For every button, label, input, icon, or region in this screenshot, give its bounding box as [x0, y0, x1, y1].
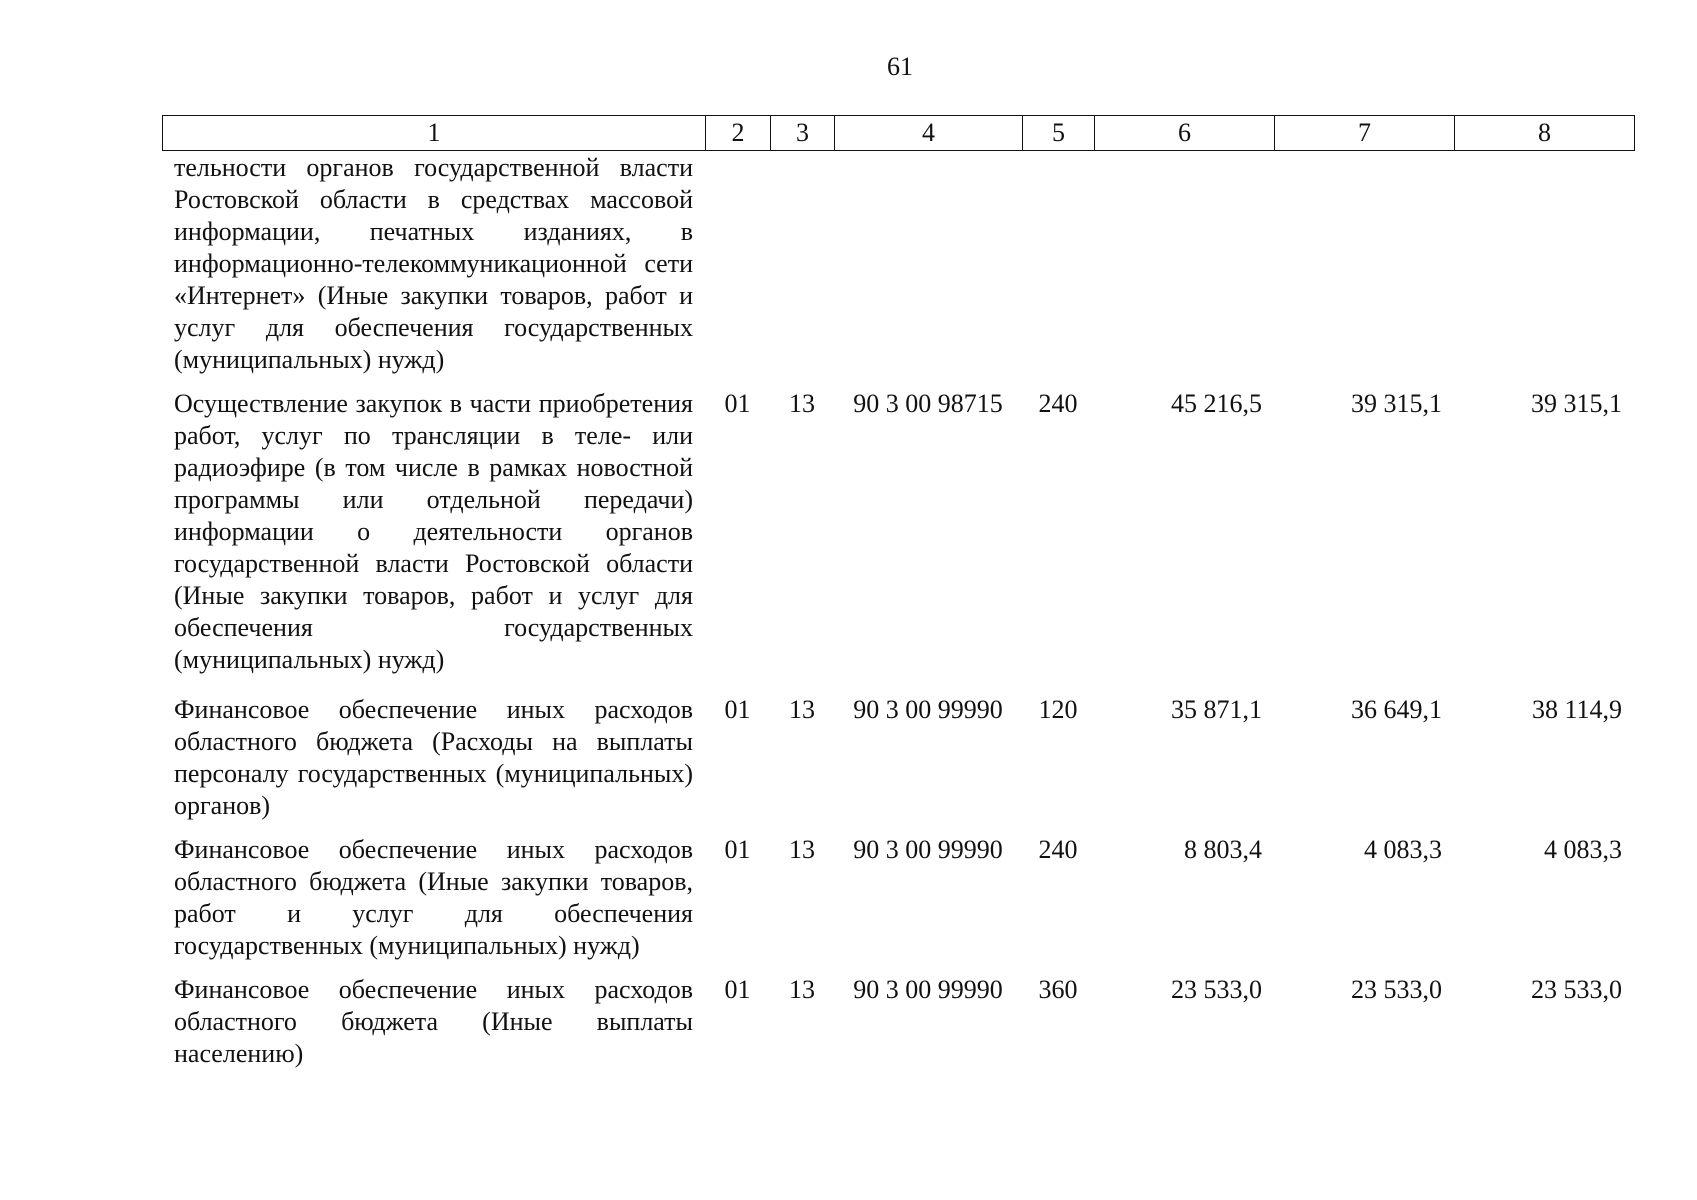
row-amount-col6: 45 216,5	[1171, 389, 1262, 418]
row-subsection: 13	[789, 835, 815, 864]
column-header-7: 7	[1275, 116, 1455, 151]
row-section: 01	[724, 835, 751, 864]
row-description: Финансовое обеспечение иных расходов областного бюджета (Расходы на выплаты персоналу государственных (муниципальных) органов)	[174, 695, 693, 820]
row-section: 01	[724, 695, 751, 724]
row-expense-type: 240	[1038, 389, 1078, 418]
row-description: тельности органов государственной власти Ростовской области в средствах массовой информации, печатных изданиях, в информационно-телекоммуникационной сети «Интернет» (Иные закупки товаров, работ и услуг для обеспечения государственных (муниципальных) нужд)	[174, 153, 693, 374]
row-amount-col8	[1454, 152, 1634, 388]
row-amount-col6: 8 803,4	[1184, 835, 1262, 864]
row-amount-col6	[1094, 152, 1274, 388]
table-row	[162, 152, 1634, 388]
column-header-1: 1	[163, 116, 706, 151]
row-section	[705, 152, 770, 388]
table-row	[162, 388, 1634, 694]
column-header-row	[163, 116, 1635, 151]
row-expense-type: 240	[1038, 835, 1078, 864]
row-section: 01	[724, 975, 751, 1004]
column-header-6: 6	[1095, 116, 1275, 151]
row-amount-col8: 23 533,0	[1531, 975, 1622, 1004]
row-target-article: 90 3 00 99990	[853, 975, 1003, 1004]
row-amount-col7: 36 649,1	[1351, 695, 1442, 724]
row-amount-col8: 39 315,1	[1531, 389, 1622, 418]
row-amount-col7: 39 315,1	[1351, 389, 1442, 418]
row-description: Осуществление закупок в части приобретения работ, услуг по трансляции в теле- или радиоэфире (в том числе в рамках новостной программы или отдельной передачи) информации о деятельности органов государственной власти Ростовской области (Иные закупки товаров, работ и услуг для обеспечения государственных (муниципальных) нужд)	[174, 389, 693, 674]
row-target-article: 90 3 00 99990	[853, 695, 1003, 724]
row-expense-type: 360	[1038, 975, 1078, 1004]
column-header-4: 4	[835, 116, 1023, 151]
row-target-article	[834, 152, 1022, 388]
row-target-article: 90 3 00 99990	[853, 835, 1003, 864]
row-amount-col6: 35 871,1	[1171, 695, 1262, 724]
row-amount-col7: 4 083,3	[1364, 835, 1442, 864]
row-subsection: 13	[789, 975, 815, 1004]
row-amount-col7	[1274, 152, 1454, 388]
table-row	[162, 834, 1634, 974]
row-subsection	[770, 152, 834, 388]
column-header-3: 3	[771, 116, 835, 151]
row-subsection: 13	[789, 389, 815, 418]
row-target-article: 90 3 00 98715	[853, 389, 1003, 418]
row-description: Финансовое обеспечение иных расходов областного бюджета (Иные закупки товаров, работ и услуг для обеспечения государственных (муниципальных) нужд)	[174, 835, 693, 960]
column-header-2: 2	[706, 116, 771, 151]
column-header-8: 8	[1455, 116, 1635, 151]
row-section: 01	[724, 389, 751, 418]
row-amount-col8: 4 083,3	[1544, 835, 1622, 864]
row-amount-col6: 23 533,0	[1171, 975, 1262, 1004]
column-header-table	[162, 115, 1635, 151]
column-header-5: 5	[1023, 116, 1095, 151]
row-expense-type	[1022, 152, 1094, 388]
row-amount-col8: 38 114,9	[1531, 695, 1622, 724]
row-description: Финансовое обеспечение иных расходов областного бюджета (Иные выплаты населению)	[174, 975, 693, 1068]
row-amount-col7: 23 533,0	[1351, 975, 1442, 1004]
table-row	[162, 694, 1634, 834]
budget-table	[162, 152, 1634, 1070]
table-row	[162, 974, 1634, 1070]
row-subsection: 13	[789, 695, 815, 724]
row-expense-type: 120	[1038, 695, 1078, 724]
page-number: 61	[887, 52, 913, 81]
